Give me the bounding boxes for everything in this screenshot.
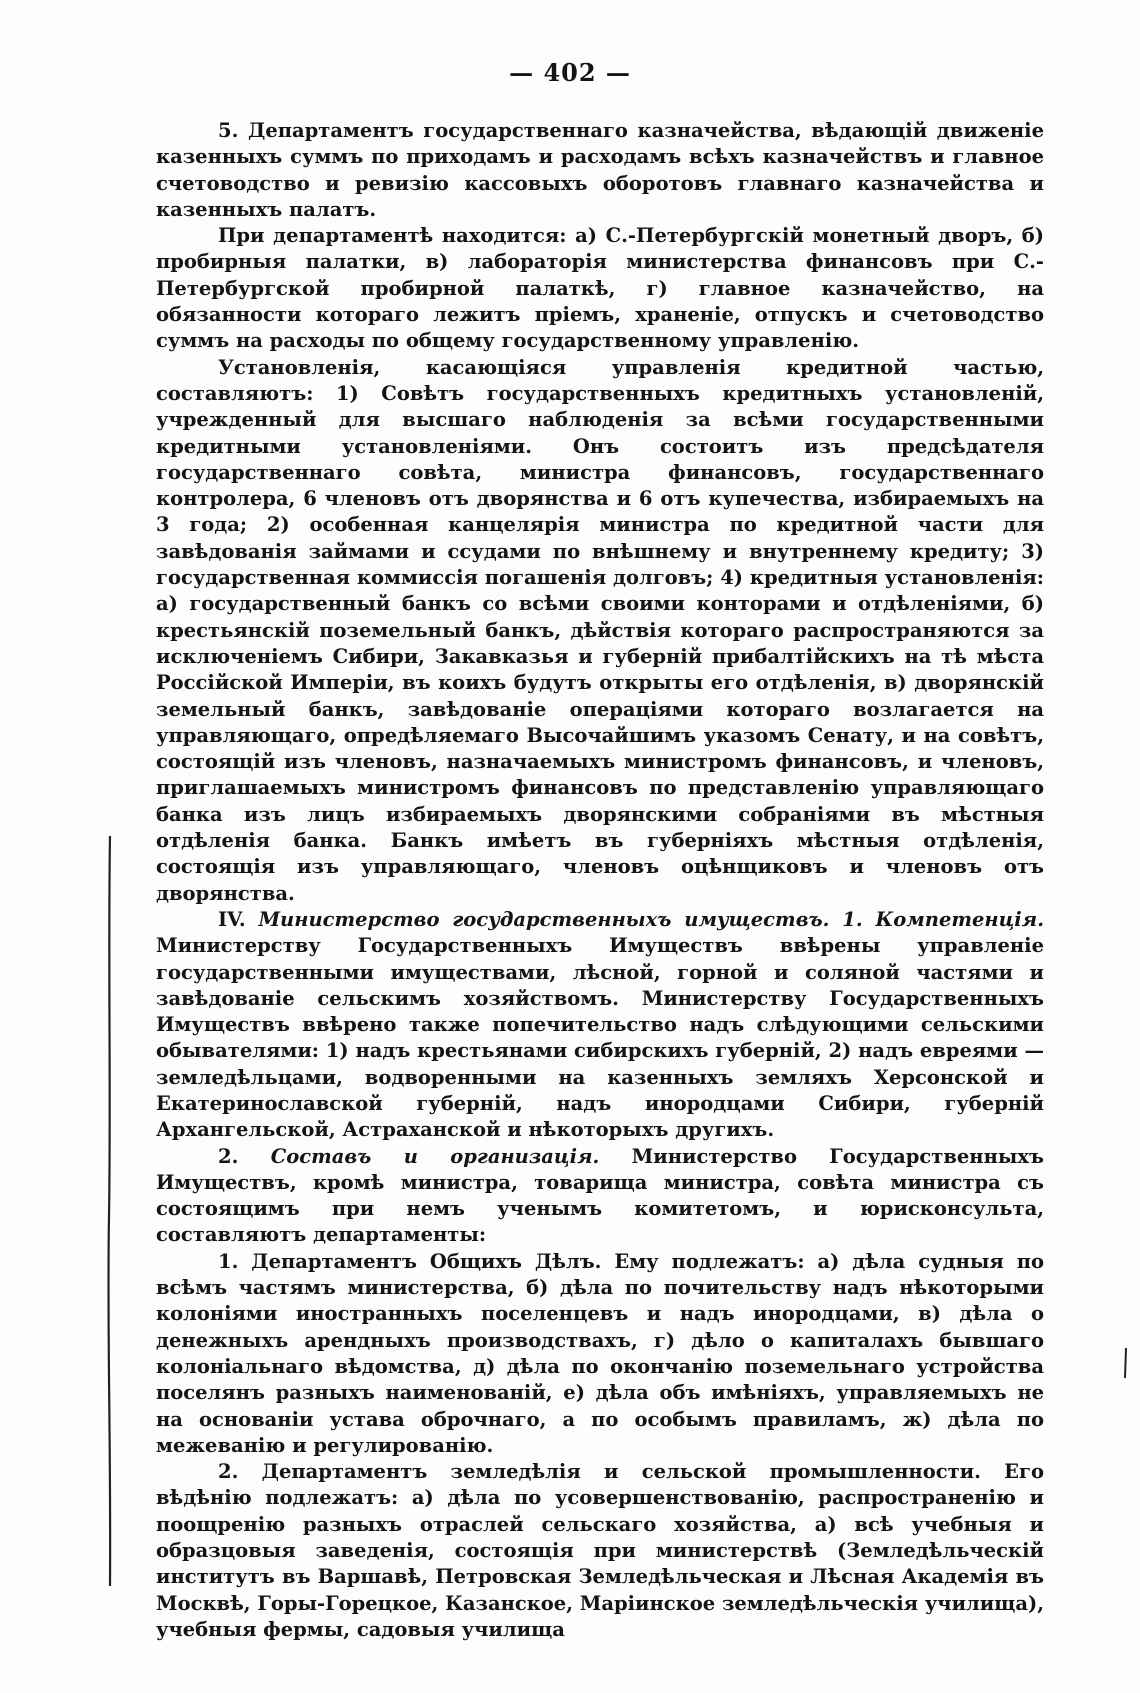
paragraph-composition [156, 1144, 1044, 1249]
body-text [156, 118, 1044, 1643]
paragraph-general-affairs-department: 1. Департаментъ Общихъ Дѣлъ. Ему подлежатъ: а) дѣла судныя по всѣмъ частямъ министерства, б) дѣла по почительству надъ нѣкоторыми колоніями иностранныхъ поселенцевъ и надъ инородцами, в) дѣла о денежныхъ арендныхъ производствахъ, г) дѣло о капиталахъ бывшаго колоніальнаго вѣдомства, д) дѣла по окончанію поземельнаго устройства поселянъ разныхъ наименованій, е) дѣла объ имѣніяхъ, управляемыхъ не на основаніи устава оброчнаго, а по особымъ правиламъ, ж) дѣла по межеванію и регулированію. [156, 1249, 1044, 1457]
section-iv-title: Министерство государственныхъ имуществъ. [258, 907, 830, 931]
paragraph-credit-institutions: Установленія, касающіяся управленія кредитной частью, составляютъ: 1) Совѣтъ государственныхъ кредитныхъ установленій, учрежденный для высшаго наблюденія за всѣми государственными кредитными установленіями. Онъ состоитъ изъ предсѣдателя государственнаго совѣта, министра финансовъ, государственнаго контролера, 6 членовъ отъ дворянства и 6 отъ купечества, избираемыхъ на 3 года; 2) особенная канцелярія министра по кредитной части для завѣдованія займами и ссудами по внѣшнему и внутреннему кредиту; 3) государственная коммиссія погашенія долговъ; 4) кредитныя установленія: а) государственный банкъ со всѣми своими конторами и отдѣленіями, б) крестьянскій поземельный банкъ, дѣйствія котораго распространяются за исключеніемъ Сибири, Закавказья и губерній прибалтійскихъ на тѣ мѣста Россійской Имперіи, въ коихъ будутъ открыты его отдѣленія, в) дворянскій земельный банкъ, завѣдованіе операціями котораго возлагается на управляющаго, опредѣляемаго Высочайшимъ указомъ Сенату, и на совѣтъ, состоящій изъ членовъ, назначаемыхъ министромъ финансовъ, и членовъ, приглашаемыхъ министромъ финансовъ по представленію управляющаго банка изъ лицъ избираемыхъ дворянскими собраніями въ мѣстныя отдѣленія банка. Банкъ имѣетъ въ губерніяхъ мѣстныя отдѣленія, состоящія изъ управляющаго, членовъ оцѣнщиковъ и членовъ отъ дворянства. [156, 355, 1044, 905]
section-2-title: Составъ и организація. [270, 1144, 600, 1168]
paragraph-state-property-competence [156, 907, 1044, 1144]
section-2-number: 2. [218, 1144, 239, 1168]
margin-pencil-tick [1124, 1348, 1127, 1378]
composition-text: Министерство Государственныхъ Имуществъ, кромѣ министра, товарища министра, совѣта министра съ состоящимъ при немъ ученымъ комитетомъ, и юрисконсульта, составляютъ департаменты: [156, 1144, 1044, 1247]
paragraph-department-institutions: При департаментѣ находится: а) С.-Петербургскій монетный дворъ, б) пробирныя палатки, в) лабораторія министерства финансовъ при С.-Петербургской пробирной палаткѣ, г) главное казначейство, на обязанности котораго лежитъ пріемъ, храненіе, отпускъ и счетоводство суммъ на расходы по общему государственному управленію. [156, 224, 1044, 353]
paragraph-treasury-department: 5. Департаментъ государственнаго казначейства, вѣдающій движеніе казенныхъ суммъ по приходамъ и расходамъ всѣхъ казначействъ и главное счетоводство и ревизію кассовыхъ оборотовъ главнаго казначейства и казенныхъ палатъ. [156, 119, 1044, 221]
margin-pencil-line [107, 836, 113, 1586]
competence-text: Министерству Государственныхъ Имуществъ ввѣрены управленіе государственными имуществами, лѣсной, горной и соляной частями и завѣдованіе сельскимъ хозяйствомъ. Министерству Государственныхъ Имуществъ ввѣрено также попечительство надъ слѣдующими сельскими обывателями: 1) надъ крестьянами сибирскихъ губерній, 2) надъ евреями — земледѣльцами, водворенными на казенныхъ земляхъ Херсонской и Екатеринославской губерній, надъ инородцами Сибири, губерній Архангельской, Астраханской и нѣкоторыхъ другихъ. [156, 934, 1044, 1142]
page-number: — 402 — [509, 58, 631, 87]
paragraph-agriculture-department: 2. Департаментъ земледѣлія и сельской промышленности. Его вѣдѣнію подлежатъ: а) дѣла по усовершенствованію, распространенію и поощренію разныхъ отраслей сельскаго хозяйства, а) всѣ учебныя и образцовыя заведенія, состоящія при министерствѣ (Земледѣльческій институтъ въ Варшавѣ, Петровская Земледѣльческая и Лѣсная Академія въ Москвѣ, Горы-Горецкое, Казанское, Маріинское земледѣльческія училища), учебныя фермы, садовыя училища [156, 1460, 1045, 1641]
section-iv-subsection: 1. Компетенція. [842, 907, 1044, 931]
section-iv-number: IV. [218, 907, 246, 931]
